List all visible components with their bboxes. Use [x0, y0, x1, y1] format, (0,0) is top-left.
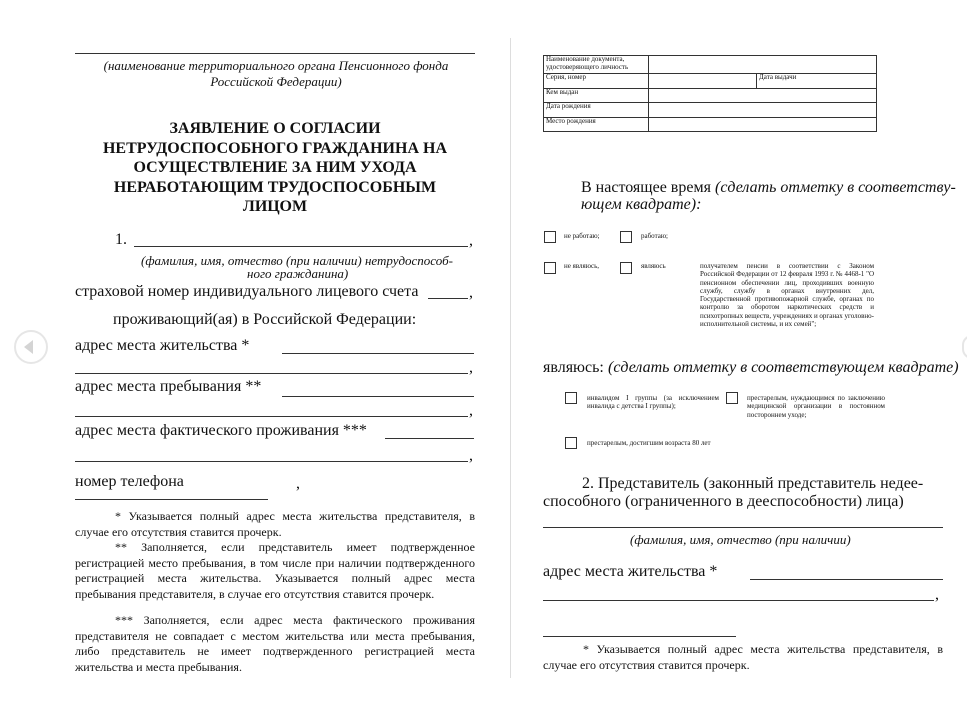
- series-number-cell: Серия, номер: [544, 74, 649, 89]
- not-working-checkbox[interactable]: [544, 231, 556, 243]
- birth-date-value[interactable]: [649, 103, 877, 118]
- series-number-value[interactable]: [649, 74, 757, 89]
- previous-page-button[interactable]: [14, 330, 48, 364]
- representative-name-field[interactable]: [543, 527, 943, 528]
- pension-law-text: получателем пенсии в соответствии с Законом Российской Федерации от 12 февраля 1993 г. № 4468-1 "О пенсионном обеспечении лиц, проходивших военную службу, службу в органах внутренних дел, Государственной противопожарной службе, органах по контролю за оборотом наркотических средств и психотропных веществ, учреждениях и органах уголовно-исполнительной системы, и их семей";: [700, 262, 874, 329]
- page-divider: [510, 38, 511, 678]
- current-status-hint-2: ющем квадрате):: [581, 196, 702, 213]
- residence-address-label: адрес места жительства *: [75, 337, 250, 354]
- pensioner-checkbox[interactable]: [620, 262, 632, 274]
- elderly-80-label: престарелым, достигшим возраста 80 лет: [587, 439, 711, 447]
- comma: ,: [296, 475, 300, 492]
- actual-address-field-line2[interactable]: [75, 461, 468, 462]
- item2-line1: 2. Представитель (законный представитель недее-: [582, 475, 924, 492]
- full-name-field[interactable]: [134, 246, 468, 247]
- phone-label: номер телефона: [75, 473, 184, 490]
- issue-date-cell[interactable]: Дата выдачи: [757, 74, 877, 89]
- actual-address-label: адрес места фактического проживания ***: [75, 422, 367, 439]
- full-name-caption-line1: (фамилия, имя, отчество (при наличии) нетрудоспособ-: [141, 253, 453, 268]
- comma: ,: [469, 402, 473, 419]
- snils-label: страховой номер индивидуального лицевого счета: [75, 283, 419, 300]
- actual-address-field[interactable]: [385, 438, 474, 439]
- phone-field[interactable]: [75, 499, 268, 500]
- footnote-1: * Указывается полный адрес места жительства представителя, в случае его отсутствия ставится прочерк.: [75, 509, 475, 539]
- identity-document-table: [543, 55, 877, 132]
- issued-by-cell: Кем выдан: [544, 88, 649, 103]
- doc-name-cell: Наименование документа, удостоверяющего личность: [544, 56, 649, 74]
- disabled-label: инвалидом I группы (за исключением инвалида с детства I группы);: [587, 394, 719, 411]
- snils-field[interactable]: [428, 298, 468, 299]
- birth-place-cell: Место рождения: [544, 117, 649, 132]
- full-name-caption-line2: ного гражданина): [247, 266, 349, 281]
- working-label: работаю;: [641, 232, 669, 240]
- chevron-left-icon: [24, 340, 33, 354]
- representative-name-caption: (фамилия, имя, отчество (при наличии): [630, 532, 851, 547]
- item2-line2: способного (ограниченного в дееспособности) лица): [543, 493, 904, 510]
- stay-address-field-line2[interactable]: [75, 416, 468, 417]
- not-pensioner-label: не являюсь,: [564, 262, 600, 270]
- representative-address-field[interactable]: [750, 579, 943, 580]
- footnote-2: ** Заполняется, если представитель имеет подтвержденное регистрацией место пребывания, в том числе при наличии подтвержденного регистрацией места жительства. Указывается полный адрес места пребывания представителя, в случае его отсутствия ставится прочерк.: [75, 540, 475, 601]
- comma: ,: [469, 447, 473, 464]
- next-page-button[interactable]: [962, 335, 967, 359]
- representative-address-field-line2[interactable]: [543, 600, 934, 601]
- footnote-separator: [543, 636, 736, 637]
- residence-address-field-line2[interactable]: [75, 373, 468, 374]
- authority-caption: (наименование территориального органа Пенсионного фонда Российской Федерации): [103, 58, 449, 89]
- pensioner-label: являюсь: [641, 262, 666, 270]
- not-working-label: не работаю;: [564, 232, 600, 240]
- i-am-label: являюсь:: [543, 359, 604, 376]
- item1-number: 1.: [115, 231, 127, 248]
- current-status-label: В настоящее время: [581, 179, 711, 196]
- elderly-80-checkbox[interactable]: [565, 437, 577, 449]
- representative-address-label: адрес места жительства *: [543, 563, 718, 580]
- comma: ,: [935, 586, 939, 603]
- elderly-care-checkbox[interactable]: [726, 392, 738, 404]
- resident-label: проживающий(ая) в Российской Федерации:: [113, 311, 417, 328]
- comma: ,: [469, 359, 473, 376]
- issued-by-value[interactable]: [649, 88, 877, 103]
- doc-name-value[interactable]: [649, 56, 877, 74]
- right-footnote-1: * Указывается полный адрес места жительства представителя, в случае его отсутствия ставится прочерк.: [543, 642, 943, 672]
- birth-place-value[interactable]: [649, 117, 877, 132]
- footnote-3: *** Заполняется, если адрес места фактического проживания представителя не совпадает с местом жительства или места пребывания, либо представитель не имеет подтвержденного регистрацией места жительства и места пребывания.: [75, 613, 475, 674]
- birth-date-cell: Дата рождения: [544, 103, 649, 118]
- not-pensioner-checkbox[interactable]: [544, 262, 556, 274]
- working-checkbox[interactable]: [620, 231, 632, 243]
- stay-address-label: адрес места пребывания **: [75, 378, 262, 395]
- elderly-care-label: престарелым, нуждающимся по заключению медицинской организации в постоянном постороннем уходе;: [747, 394, 885, 419]
- disabled-checkbox[interactable]: [565, 392, 577, 404]
- authority-line: [75, 53, 475, 54]
- page-title: ЗАЯВЛЕНИЕ О СОГЛАСИИ НЕТРУДОСПОСОБНОГО ГРАЖДАНИНА НА ОСУЩЕСТВЛЕНИЕ ЗА НИМ УХОДА НЕРАБОТАЮЩИМ ТРУДОСПОСОБНЫМ ЛИЦОМ: [102, 120, 447, 215]
- residence-address-field[interactable]: [282, 353, 474, 354]
- current-status-hint-1: (сделать отметку в соответству-: [715, 179, 956, 196]
- comma: ,: [469, 284, 473, 301]
- comma: ,: [469, 232, 473, 249]
- i-am-hint: (сделать отметку в соответствующем квадрате): [608, 359, 959, 376]
- stay-address-field[interactable]: [282, 396, 474, 397]
